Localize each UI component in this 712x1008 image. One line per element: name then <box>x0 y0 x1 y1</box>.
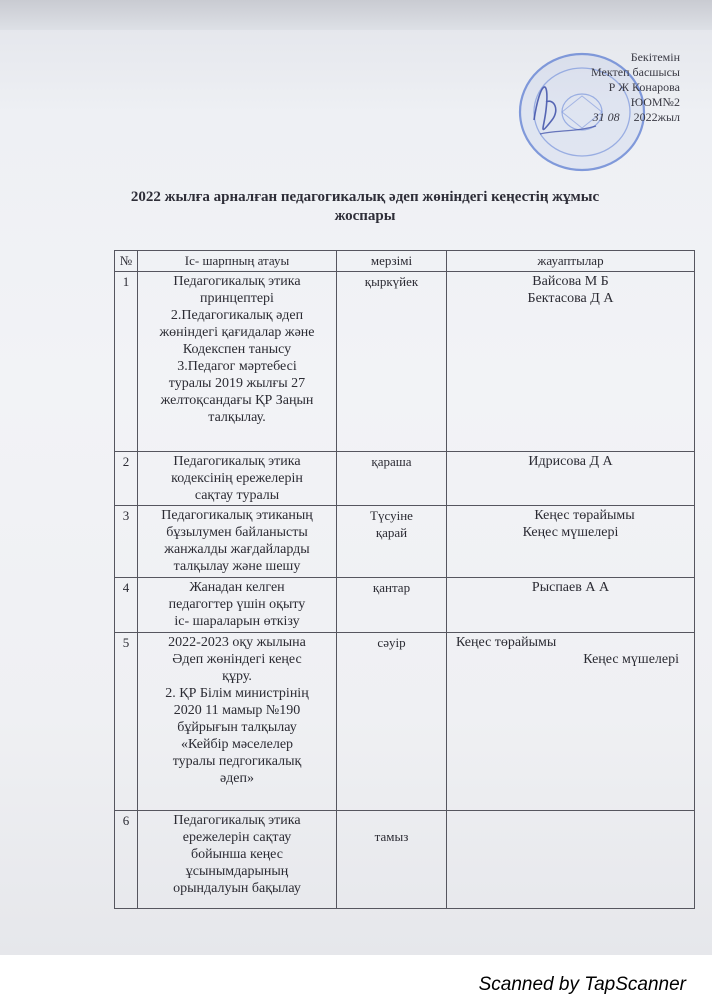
responsible-line: Кеңес мүшелері <box>522 525 619 540</box>
event-line: құру. <box>222 669 252 684</box>
table-row <box>115 452 695 506</box>
event-line: іс- шараларын өткізу <box>174 614 300 629</box>
event-line: туралы 2019 жылғы 27 <box>168 376 306 391</box>
table-row <box>115 272 695 452</box>
term-line: қантар <box>372 580 411 595</box>
header-term: мерзімі <box>337 251 447 272</box>
event-line: сақтау туралы <box>194 488 280 503</box>
responsible-line: Бектасова Д А <box>527 291 614 306</box>
row-responsible <box>447 506 695 578</box>
approval-year: 2022жыл <box>633 110 680 124</box>
document-title-line-1: 2022 жылға арналған педагогикалық әдеп жөніндегі кеңестің жұмыс <box>130 189 600 205</box>
page-top-shadow <box>0 0 712 30</box>
event-line: Педагогикалық этиканың <box>161 508 313 523</box>
row-number: 6 <box>115 811 138 909</box>
row-event <box>138 811 337 909</box>
event-line: ережелерін сақтау <box>182 830 292 845</box>
event-line: 2.Педагогикалық әдеп <box>170 308 304 323</box>
approval-line-year <box>555 110 680 125</box>
row-term <box>337 452 447 506</box>
row-number: 5 <box>115 633 138 811</box>
approval-date-handwritten: 31 08 <box>592 110 620 124</box>
row-term <box>337 578 447 633</box>
event-line: бұйрығын талқылау <box>177 720 297 735</box>
approval-line-approve: Бекітемін <box>630 50 680 64</box>
event-line: 2022-2023 оқу жылына <box>168 635 306 650</box>
row-event <box>138 578 337 633</box>
approval-block <box>555 50 680 125</box>
event-line: Педагогикалық этика <box>173 813 301 828</box>
event-line: Әдеп жөніндегі кеңес <box>172 652 302 667</box>
row-responsible-empty <box>447 811 695 909</box>
row-number: 3 <box>115 506 138 578</box>
row-number: 1 <box>115 272 138 452</box>
event-line: талқылау. <box>208 410 266 425</box>
row-responsible <box>447 578 695 633</box>
approval-line-name: Р Ж Конарова <box>608 80 680 94</box>
header-event: Іс- шарпның атауы <box>138 251 337 272</box>
responsible-line: Кеңес төрайымы <box>456 635 557 650</box>
event-line: бойынша кеңес <box>191 847 283 862</box>
responsible-line: Идрисова Д А <box>528 454 613 469</box>
header-responsible: жауаптылар <box>447 251 695 272</box>
row-term <box>337 506 447 578</box>
row-number: 2 <box>115 452 138 506</box>
event-line: 2020 11 мамыр №190 <box>173 703 301 718</box>
row-responsible <box>447 272 695 452</box>
approval-line-position: Мектеп басшысы <box>591 65 680 79</box>
term-line: сәуір <box>377 635 406 650</box>
event-line: орындалуын бақылау <box>173 881 301 896</box>
event-line: Кодекспен танысу <box>182 342 292 357</box>
event-line: 2. ҚР Білім министрінің <box>165 686 309 701</box>
table-row <box>115 633 695 811</box>
event-line: Педагогикалық этика <box>173 454 301 469</box>
event-line: бұзылумен байланысты <box>166 525 308 540</box>
event-line: желтоқсандағы ҚР Заңын <box>160 393 314 408</box>
scanner-watermark: Scanned by TapScanner <box>478 974 686 995</box>
event-line: туралы педгогикалық <box>172 754 302 769</box>
row-event <box>138 506 337 578</box>
responsible-line: Вайсова М Б <box>532 274 609 289</box>
row-responsible <box>447 633 695 811</box>
row-number: 4 <box>115 578 138 633</box>
event-line: педагогтер үшін оқыту <box>168 597 306 612</box>
event-line: кодексінің ережелерін <box>171 471 303 486</box>
responsible-line: Рыспаев А А <box>531 580 610 595</box>
row-event <box>138 452 337 506</box>
event-line: талқылау және шешу <box>173 559 301 574</box>
responsible-line: Кеңес мүшелері <box>583 652 679 667</box>
row-responsible <box>447 452 695 506</box>
term-line: қарай <box>375 525 408 540</box>
term-line: қараша <box>371 454 412 469</box>
header-number: № <box>115 251 138 272</box>
event-line: принцептері <box>200 291 274 306</box>
table-row <box>115 811 695 909</box>
responsible-line: Кеңес төрайымы <box>534 508 635 523</box>
term-line: тамыз <box>374 829 409 844</box>
event-line: 3.Педагог мәртебесі <box>177 359 297 374</box>
row-term <box>337 633 447 811</box>
event-line: жанжалды жағдайларды <box>164 542 310 557</box>
event-line: Жанадан келген <box>189 580 285 595</box>
approval-line-school: ЮОМ№2 <box>630 95 680 109</box>
event-line: жөніндегі қағидалар және <box>159 325 315 340</box>
event-line: «Кейбір мәселелер <box>180 737 294 752</box>
row-event <box>138 633 337 811</box>
document-title <box>120 188 610 226</box>
row-term <box>337 811 447 909</box>
table-row <box>115 578 695 633</box>
event-line: Педагогикалық этика <box>173 274 301 289</box>
document-title-line-2: жоспары <box>334 208 396 224</box>
event-line: ұсынымдарының <box>185 864 289 879</box>
event-line: әдеп» <box>219 771 255 786</box>
table-row <box>115 506 695 578</box>
table-header-row <box>115 251 695 272</box>
term-line: қыркүйек <box>364 274 419 289</box>
term-line: Түсуіне <box>370 508 413 523</box>
row-event <box>138 272 337 452</box>
row-term <box>337 272 447 452</box>
work-plan-table <box>114 250 695 909</box>
